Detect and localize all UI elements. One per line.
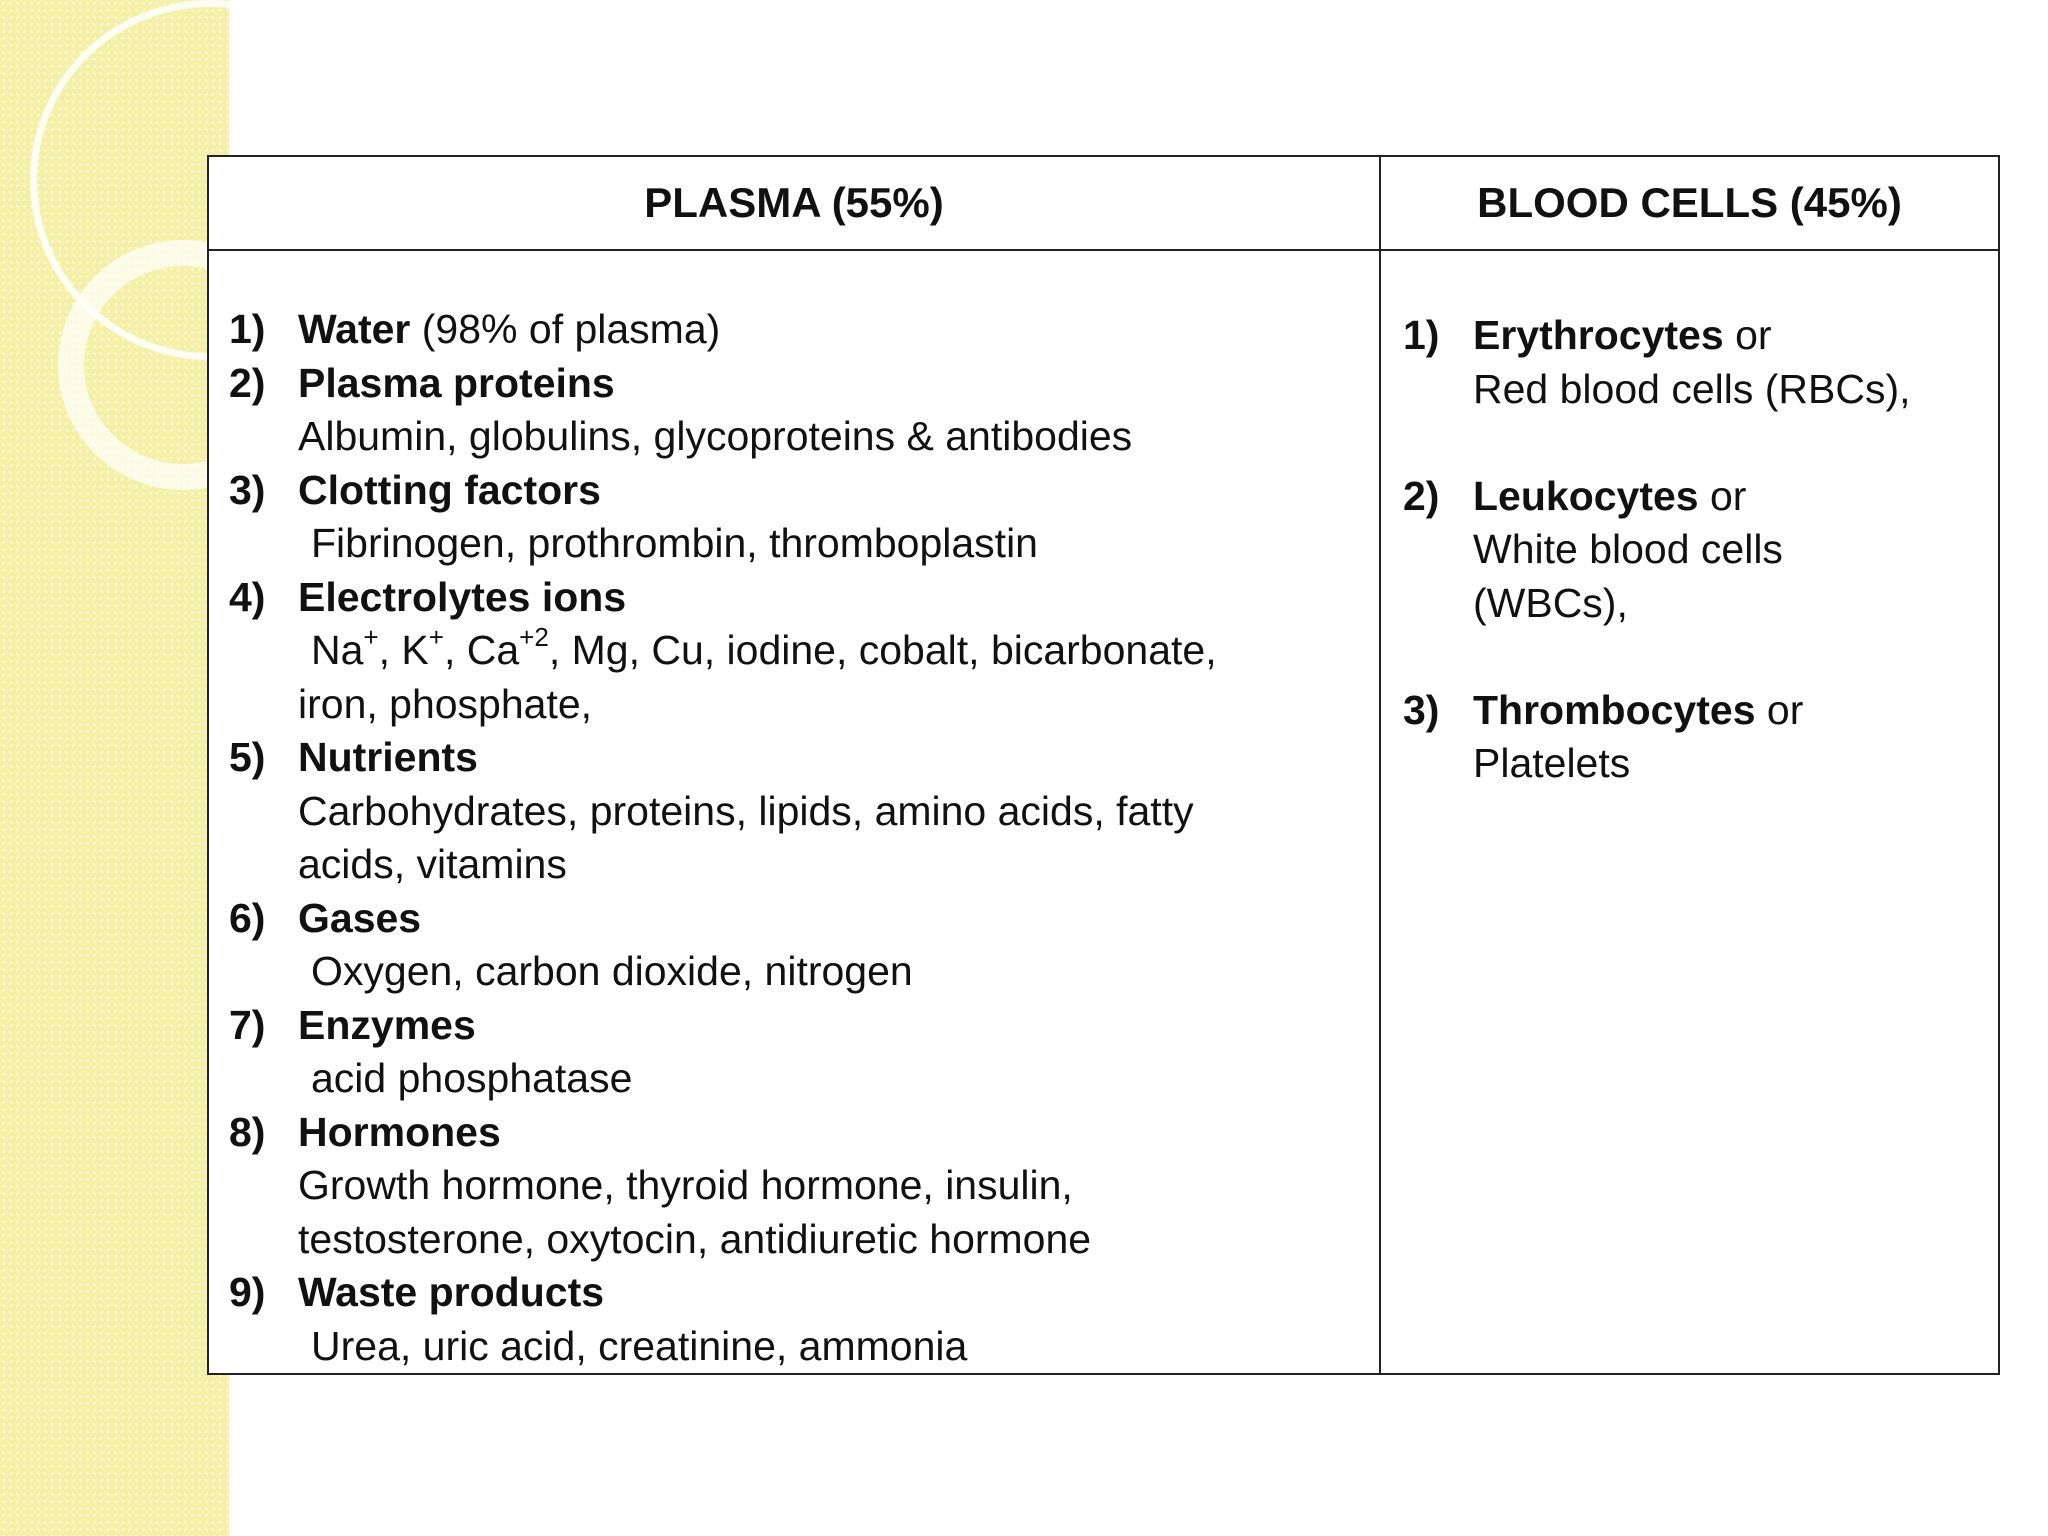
plasma-components-list (209, 251, 1379, 1373)
item-inline-note: or (1755, 686, 1804, 733)
item-detail: Oxygen, carbon dioxide, nitrogen (311, 948, 913, 994)
item-term: Nutrients (298, 734, 478, 780)
other-ions: , Mg, Cu, iodine, cobalt, bicarbonate, (548, 627, 1217, 673)
list-item (209, 731, 1379, 892)
content-row (208, 250, 1999, 1374)
item-detail: (WBCs), (1473, 579, 1628, 626)
item-term: Leukocytes (1473, 472, 1699, 519)
electrolyte-ions-line (298, 624, 1379, 678)
list-item (1381, 309, 1998, 416)
item-inline-note: or (1723, 312, 1772, 358)
potassium-charge: + (428, 622, 444, 652)
item-number: 4) (229, 573, 266, 620)
list-item (209, 1106, 1379, 1267)
item-term: Electrolytes ions (298, 573, 627, 620)
calcium-charge: +2 (519, 622, 549, 652)
plasma-cell (208, 250, 1380, 1374)
item-term: Waste products (298, 1269, 605, 1315)
item-detail: Platelets (1473, 740, 1631, 786)
item-term: Plasma proteins (298, 359, 615, 406)
item-term: Clotting factors (298, 466, 601, 513)
decorative-side-panel (0, 0, 229, 1536)
sodium-symbol: Na (311, 627, 364, 673)
item-number: 1) (1403, 312, 1440, 358)
list-item (209, 571, 1379, 732)
list-item (209, 464, 1379, 571)
list-item (209, 303, 1379, 357)
list-item (209, 357, 1379, 464)
header-row (208, 156, 1999, 250)
item-term: Water (298, 306, 411, 352)
item-detail: White blood cells (1473, 526, 1783, 572)
potassium-symbol: K (401, 627, 429, 673)
item-number: 9) (229, 1269, 266, 1315)
plasma-header: PLASMA (55%) (208, 156, 1380, 250)
item-inline-note: (98% of plasma) (410, 306, 721, 352)
item-number: 5) (229, 734, 266, 780)
item-number: 1) (229, 306, 266, 352)
item-number: 7) (229, 1001, 266, 1048)
item-detail: Red blood cells (RBCs), (1473, 365, 1911, 412)
item-number: 2) (1403, 472, 1440, 519)
blood-composition-table (207, 155, 2000, 1375)
sodium-charge: + (363, 622, 379, 652)
item-number: 2) (229, 359, 266, 406)
blood-cells-header: BLOOD CELLS (45%) (1380, 156, 1999, 250)
list-item (1381, 470, 1998, 631)
item-detail: testosterone, oxytocin, antidiuretic hormone (298, 1215, 1092, 1262)
item-inline-note: or (1698, 472, 1747, 519)
item-number: 6) (229, 894, 266, 941)
list-item (209, 999, 1379, 1106)
item-detail: Urea, uric acid, creatinine, ammonia (311, 1322, 968, 1369)
list-item (209, 892, 1379, 999)
item-detail: Albumin, globulins, glycoproteins & antibodies (298, 413, 1133, 459)
item-number: 3) (1403, 686, 1440, 733)
item-detail: Carbohydrates, proteins, lipids, amino acids, fatty (298, 787, 1194, 834)
calcium-symbol: Ca (466, 627, 520, 673)
item-detail: iron, phosphate, (298, 680, 593, 727)
item-term: Enzymes (298, 1001, 476, 1048)
item-detail: acids, vitamins (298, 841, 567, 887)
item-term: Erythrocytes (1473, 312, 1724, 358)
item-term: Gases (298, 894, 422, 941)
list-item (1381, 684, 1998, 791)
item-detail: Fibrinogen, prothrombin, thromboplastin (311, 520, 1038, 566)
item-detail: Growth hormone, thyroid hormone, insulin, (298, 1162, 1073, 1208)
item-number: 8) (229, 1108, 266, 1155)
item-number: 3) (229, 466, 266, 513)
blood-cells-cell (1380, 250, 1999, 1374)
item-term: Thrombocytes (1473, 686, 1756, 733)
list-item (209, 1266, 1379, 1373)
item-detail: acid phosphatase (311, 1055, 633, 1101)
separator: , (443, 627, 467, 673)
blood-cells-list (1381, 251, 1998, 791)
item-term: Hormones (298, 1108, 501, 1155)
separator: , (378, 627, 402, 673)
